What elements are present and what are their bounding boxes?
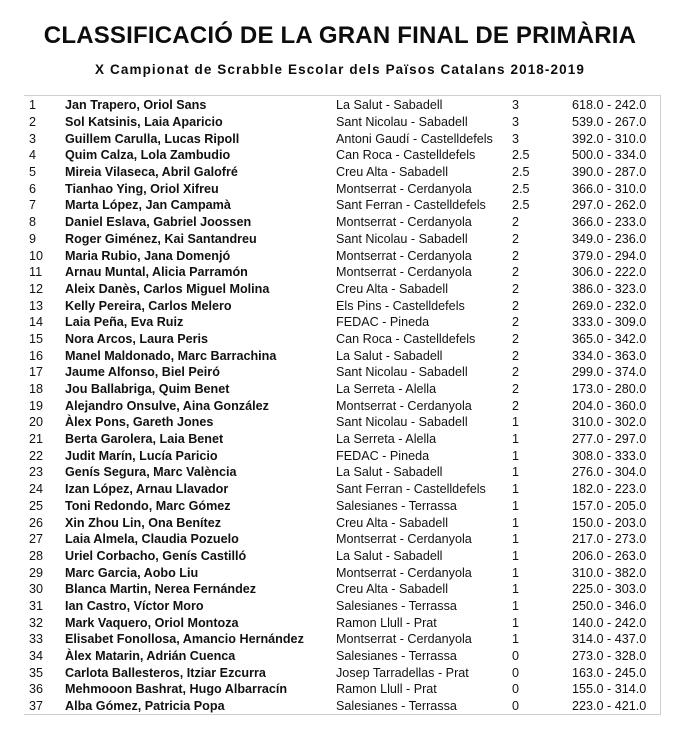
score-cell: 150.0 - 203.0 bbox=[572, 515, 647, 530]
score-cell: 392.0 - 310.0 bbox=[572, 131, 647, 146]
players-cell: Tianhao Ying, Oriol Xifreu bbox=[65, 181, 219, 196]
score-cell: 299.0 - 374.0 bbox=[572, 365, 647, 380]
school-cell: Can Roca - Castelldefels bbox=[336, 148, 476, 163]
points-cell: 0 bbox=[512, 665, 520, 680]
school-cell: Josep Tarradellas - Prat bbox=[336, 665, 469, 680]
school-cell: Antoni Gaudí - Castelldefels bbox=[336, 131, 493, 146]
points-cell: 1 bbox=[512, 582, 520, 597]
points-cell: 2 bbox=[512, 265, 520, 280]
players-cell: Alejandro Onsulve, Aina González bbox=[65, 398, 269, 413]
points-cell: 1 bbox=[512, 548, 520, 563]
rank-cell: 9 bbox=[29, 231, 37, 246]
points-cell: 0 bbox=[512, 699, 520, 714]
score-cell: 366.0 - 233.0 bbox=[572, 215, 647, 230]
school-cell: Montserrat - Cerdanyola bbox=[336, 532, 472, 547]
points-cell: 1 bbox=[512, 598, 520, 613]
players-cell: Guillem Carulla, Lucas Ripoll bbox=[65, 131, 240, 146]
score-cell: 269.0 - 232.0 bbox=[572, 298, 647, 313]
points-cell: 2 bbox=[512, 365, 520, 380]
school-cell: Sant Nicolau - Sabadell bbox=[336, 365, 468, 380]
points-cell: 1 bbox=[512, 565, 520, 580]
school-cell: Creu Alta - Sabadell bbox=[336, 515, 449, 530]
players-cell: Jou Ballabriga, Quim Benet bbox=[65, 382, 230, 397]
points-cell: 1 bbox=[512, 515, 520, 530]
table-row bbox=[24, 598, 660, 615]
school-cell: Els Pins - Castelldefels bbox=[336, 298, 465, 313]
table-row bbox=[24, 347, 660, 364]
table-row bbox=[24, 97, 660, 114]
table-row bbox=[24, 464, 660, 481]
points-cell: 1 bbox=[512, 632, 520, 647]
points-cell: 2.5 bbox=[512, 198, 530, 213]
score-cell: 217.0 - 273.0 bbox=[572, 532, 647, 547]
page-title: CLASSIFICACIÓ DE LA GRAN FINAL DE PRIMÀRIA bbox=[43, 22, 637, 49]
rank-cell: 10 bbox=[29, 248, 44, 263]
points-cell: 2 bbox=[512, 215, 520, 230]
score-cell: 333.0 - 309.0 bbox=[572, 315, 647, 330]
players-cell: Blanca Martin, Nerea Fernández bbox=[65, 582, 257, 597]
table-row bbox=[24, 548, 660, 565]
score-cell: 155.0 - 314.0 bbox=[572, 682, 647, 697]
score-cell: 206.0 - 263.0 bbox=[572, 548, 647, 563]
score-cell: 250.0 - 346.0 bbox=[572, 598, 647, 613]
table-row bbox=[24, 314, 660, 331]
school-cell: FEDAC - Pineda bbox=[336, 315, 430, 330]
table-row bbox=[24, 648, 660, 665]
score-cell: 310.0 - 302.0 bbox=[572, 415, 647, 430]
players-cell: Àlex Pons, Gareth Jones bbox=[65, 415, 214, 430]
score-cell: 273.0 - 328.0 bbox=[572, 649, 647, 664]
players-cell: Uriel Corbacho, Genís Castilló bbox=[65, 548, 247, 563]
score-cell: 276.0 - 304.0 bbox=[572, 465, 647, 480]
table-row bbox=[24, 581, 660, 598]
players-cell: Laia Almela, Claudia Pozuelo bbox=[65, 532, 239, 547]
table-row bbox=[24, 297, 660, 314]
points-cell: 2.5 bbox=[512, 165, 530, 180]
points-cell: 3 bbox=[512, 98, 520, 113]
rank-cell: 5 bbox=[29, 165, 37, 180]
rank-cell: 12 bbox=[29, 281, 44, 296]
school-cell: Sant Ferran - Castelldefels bbox=[336, 482, 486, 497]
players-cell: Judit Marín, Lucía Paricio bbox=[65, 448, 218, 463]
score-cell: 366.0 - 310.0 bbox=[572, 181, 647, 196]
rank-cell: 1 bbox=[29, 98, 37, 113]
school-cell: Salesianes - Terrassa bbox=[336, 649, 457, 664]
page-subtitle: X Campionat de Scrabble Escolar dels Països Catalans 2018-2019 bbox=[95, 62, 585, 77]
table-row bbox=[24, 531, 660, 548]
table-row bbox=[24, 564, 660, 581]
rank-cell: 3 bbox=[29, 131, 37, 146]
points-cell: 0 bbox=[512, 682, 520, 697]
school-cell: Montserrat - Cerdanyola bbox=[336, 215, 472, 230]
points-cell: 1 bbox=[512, 498, 520, 513]
table-row bbox=[24, 431, 660, 448]
players-cell: Aleix Danès, Carlos Miguel Molina bbox=[65, 281, 270, 296]
rank-cell: 34 bbox=[29, 649, 44, 664]
points-cell: 3 bbox=[512, 115, 520, 130]
points-cell: 1 bbox=[512, 415, 520, 430]
score-cell: 365.0 - 342.0 bbox=[572, 331, 647, 346]
score-cell: 173.0 - 280.0 bbox=[572, 382, 647, 397]
score-cell: 379.0 - 294.0 bbox=[572, 248, 647, 263]
players-cell: Laia Peña, Eva Ruiz bbox=[65, 315, 184, 330]
school-cell: Montserrat - Cerdanyola bbox=[336, 181, 472, 196]
rank-cell: 11 bbox=[29, 265, 43, 280]
players-cell: Mehmooon Bashrat, Hugo Albarracín bbox=[65, 682, 288, 697]
rank-cell: 29 bbox=[29, 565, 44, 580]
score-cell: 308.0 - 333.0 bbox=[572, 448, 647, 463]
rank-cell: 24 bbox=[29, 482, 44, 497]
table-row bbox=[24, 414, 660, 431]
players-cell: Marc Garcia, Aobo Liu bbox=[65, 565, 199, 580]
score-cell: 618.0 - 242.0 bbox=[572, 98, 647, 113]
points-cell: 2 bbox=[512, 315, 520, 330]
table-row bbox=[24, 180, 660, 197]
table-row bbox=[24, 197, 660, 214]
rank-cell: 31 bbox=[29, 598, 44, 613]
rank-cell: 37 bbox=[29, 699, 44, 714]
school-cell: Sant Nicolau - Sabadell bbox=[336, 115, 468, 130]
rank-cell: 25 bbox=[29, 498, 44, 513]
rank-cell: 23 bbox=[29, 465, 44, 480]
rank-cell: 20 bbox=[29, 415, 44, 430]
table-row bbox=[24, 264, 660, 281]
players-cell: Izan López, Arnau Llavador bbox=[65, 482, 229, 497]
rank-cell: 6 bbox=[29, 181, 37, 196]
rank-cell: 27 bbox=[29, 532, 44, 547]
school-cell: Montserrat - Cerdanyola bbox=[336, 265, 472, 280]
table-row bbox=[24, 514, 660, 531]
score-cell: 182.0 - 223.0 bbox=[572, 482, 647, 497]
table-row bbox=[24, 214, 660, 231]
points-cell: 2 bbox=[512, 398, 520, 413]
rank-cell: 35 bbox=[29, 665, 44, 680]
score-cell: 310.0 - 382.0 bbox=[572, 565, 647, 580]
table-row bbox=[24, 147, 660, 164]
score-cell: 163.0 - 245.0 bbox=[572, 665, 647, 680]
table-row bbox=[24, 681, 660, 698]
points-cell: 2 bbox=[512, 331, 520, 346]
table-row bbox=[24, 331, 660, 348]
rank-cell: 16 bbox=[29, 348, 44, 363]
players-cell: Quim Calza, Lola Zambudio bbox=[65, 148, 231, 163]
points-cell: 1 bbox=[512, 532, 520, 547]
table-row bbox=[24, 231, 660, 248]
table-row bbox=[24, 631, 660, 648]
points-cell: 1 bbox=[512, 482, 520, 497]
score-cell: 223.0 - 421.0 bbox=[572, 699, 647, 714]
score-cell: 157.0 - 205.0 bbox=[572, 498, 647, 513]
rank-cell: 4 bbox=[29, 148, 37, 163]
table-row bbox=[24, 664, 660, 681]
players-cell: Àlex Matarin, Adrián Cuenca bbox=[65, 649, 236, 664]
school-cell: Sant Ferran - Castelldefels bbox=[336, 198, 486, 213]
school-cell: Salesianes - Terrassa bbox=[336, 699, 457, 714]
rank-cell: 2 bbox=[29, 115, 37, 130]
score-cell: 334.0 - 363.0 bbox=[572, 348, 647, 363]
table-row bbox=[24, 381, 660, 398]
school-cell: Can Roca - Castelldefels bbox=[336, 331, 476, 346]
school-cell: Creu Alta - Sabadell bbox=[336, 281, 449, 296]
rank-cell: 8 bbox=[29, 215, 37, 230]
points-cell: 3 bbox=[512, 131, 520, 146]
points-cell: 2 bbox=[512, 298, 520, 313]
score-cell: 204.0 - 360.0 bbox=[572, 398, 647, 413]
rank-cell: 26 bbox=[29, 515, 44, 530]
school-cell: Montserrat - Cerdanyola bbox=[336, 248, 472, 263]
rank-cell: 13 bbox=[29, 298, 44, 313]
points-cell: 1 bbox=[512, 448, 520, 463]
school-cell: La Serreta - Alella bbox=[336, 432, 437, 447]
players-cell: Marta López, Jan Campamà bbox=[65, 198, 231, 213]
players-cell: Xin Zhou Lin, Ona Benítez bbox=[65, 515, 222, 530]
score-cell: 225.0 - 303.0 bbox=[572, 582, 647, 597]
rank-cell: 15 bbox=[29, 331, 44, 346]
standings-table bbox=[24, 95, 661, 715]
players-cell: Manel Maldonado, Marc Barrachina bbox=[65, 348, 277, 363]
points-cell: 1 bbox=[512, 615, 520, 630]
school-cell: Sant Nicolau - Sabadell bbox=[336, 231, 468, 246]
school-cell: Salesianes - Terrassa bbox=[336, 498, 457, 513]
points-cell: 2.5 bbox=[512, 181, 530, 196]
school-cell: La Salut - Sabadell bbox=[336, 548, 443, 563]
school-cell: Montserrat - Cerdanyola bbox=[336, 565, 472, 580]
table-row bbox=[24, 614, 660, 631]
rank-cell: 33 bbox=[29, 632, 44, 647]
table-row bbox=[24, 447, 660, 464]
score-cell: 314.0 - 437.0 bbox=[572, 632, 647, 647]
players-cell: Daniel Eslava, Gabriel Joossen bbox=[65, 215, 252, 230]
school-cell: La Serreta - Alella bbox=[336, 382, 437, 397]
table-row bbox=[24, 397, 660, 414]
rank-cell: 14 bbox=[29, 315, 44, 330]
players-cell: Elisabet Fonollosa, Amancio Hernández bbox=[65, 632, 304, 647]
table-row bbox=[24, 281, 660, 298]
rank-cell: 36 bbox=[29, 682, 44, 697]
table-row bbox=[24, 247, 660, 264]
players-cell: Jan Trapero, Oriol Sans bbox=[65, 98, 207, 113]
table-row bbox=[24, 364, 660, 381]
school-cell: Creu Alta - Sabadell bbox=[336, 582, 449, 597]
score-cell: 297.0 - 262.0 bbox=[572, 198, 647, 213]
points-cell: 2 bbox=[512, 281, 520, 296]
players-cell: Arnau Muntal, Alicia Parramón bbox=[65, 265, 248, 280]
rank-cell: 19 bbox=[29, 398, 44, 413]
points-cell: 1 bbox=[512, 432, 520, 447]
score-cell: 306.0 - 222.0 bbox=[572, 265, 647, 280]
players-cell: Alba Gómez, Patricia Popa bbox=[65, 699, 225, 714]
score-cell: 386.0 - 323.0 bbox=[572, 281, 647, 296]
school-cell: Montserrat - Cerdanyola bbox=[336, 398, 472, 413]
players-cell: Maria Rubio, Jana Domenjó bbox=[65, 248, 231, 263]
rank-cell: 7 bbox=[29, 198, 37, 213]
score-cell: 390.0 - 287.0 bbox=[572, 165, 647, 180]
rank-cell: 30 bbox=[29, 582, 44, 597]
points-cell: 2 bbox=[512, 382, 520, 397]
school-cell: Salesianes - Terrassa bbox=[336, 598, 457, 613]
rank-cell: 17 bbox=[29, 365, 44, 380]
rank-cell: 18 bbox=[29, 382, 44, 397]
table-row bbox=[24, 498, 660, 515]
rank-cell: 22 bbox=[29, 448, 44, 463]
table-row bbox=[24, 164, 660, 181]
school-cell: Sant Nicolau - Sabadell bbox=[336, 415, 468, 430]
rank-cell: 28 bbox=[29, 548, 44, 563]
school-cell: La Salut - Sabadell bbox=[336, 465, 443, 480]
players-cell: Ian Castro, Víctor Moro bbox=[65, 598, 204, 613]
points-cell: 2 bbox=[512, 231, 520, 246]
players-cell: Toni Redondo, Marc Gómez bbox=[65, 498, 231, 513]
score-cell: 140.0 - 242.0 bbox=[572, 615, 647, 630]
table-row bbox=[24, 698, 660, 715]
score-cell: 277.0 - 297.0 bbox=[572, 432, 647, 447]
points-cell: 2 bbox=[512, 348, 520, 363]
players-cell: Kelly Pereira, Carlos Melero bbox=[65, 298, 232, 313]
players-cell: Mireia Vilaseca, Abril Galofré bbox=[65, 165, 238, 180]
players-cell: Berta Garolera, Laia Benet bbox=[65, 432, 224, 447]
school-cell: Montserrat - Cerdanyola bbox=[336, 632, 472, 647]
score-cell: 349.0 - 236.0 bbox=[572, 231, 647, 246]
players-cell: Genís Segura, Marc València bbox=[65, 465, 237, 480]
school-cell: Ramon Llull - Prat bbox=[336, 682, 437, 697]
school-cell: Creu Alta - Sabadell bbox=[336, 165, 449, 180]
players-cell: Mark Vaquero, Oriol Montoza bbox=[65, 615, 239, 630]
players-cell: Carlota Ballesteros, Itziar Ezcurra bbox=[65, 665, 266, 680]
school-cell: Ramon Llull - Prat bbox=[336, 615, 437, 630]
points-cell: 2.5 bbox=[512, 148, 530, 163]
rank-cell: 21 bbox=[29, 432, 44, 447]
school-cell: La Salut - Sabadell bbox=[336, 348, 443, 363]
school-cell: La Salut - Sabadell bbox=[336, 98, 443, 113]
table-row bbox=[24, 481, 660, 498]
players-cell: Jaume Alfonso, Biel Peiró bbox=[65, 365, 220, 380]
points-cell: 0 bbox=[512, 649, 520, 664]
players-cell: Roger Giménez, Kai Santandreu bbox=[65, 231, 257, 246]
table-row bbox=[24, 114, 660, 131]
score-cell: 500.0 - 334.0 bbox=[572, 148, 647, 163]
table-row bbox=[24, 130, 660, 147]
points-cell: 2 bbox=[512, 248, 520, 263]
score-cell: 539.0 - 267.0 bbox=[572, 115, 647, 130]
players-cell: Nora Arcos, Laura Peris bbox=[65, 331, 209, 346]
rank-cell: 32 bbox=[29, 615, 44, 630]
players-cell: Sol Katsinis, Laia Aparicio bbox=[65, 115, 223, 130]
school-cell: FEDAC - Pineda bbox=[336, 448, 430, 463]
points-cell: 1 bbox=[512, 465, 520, 480]
